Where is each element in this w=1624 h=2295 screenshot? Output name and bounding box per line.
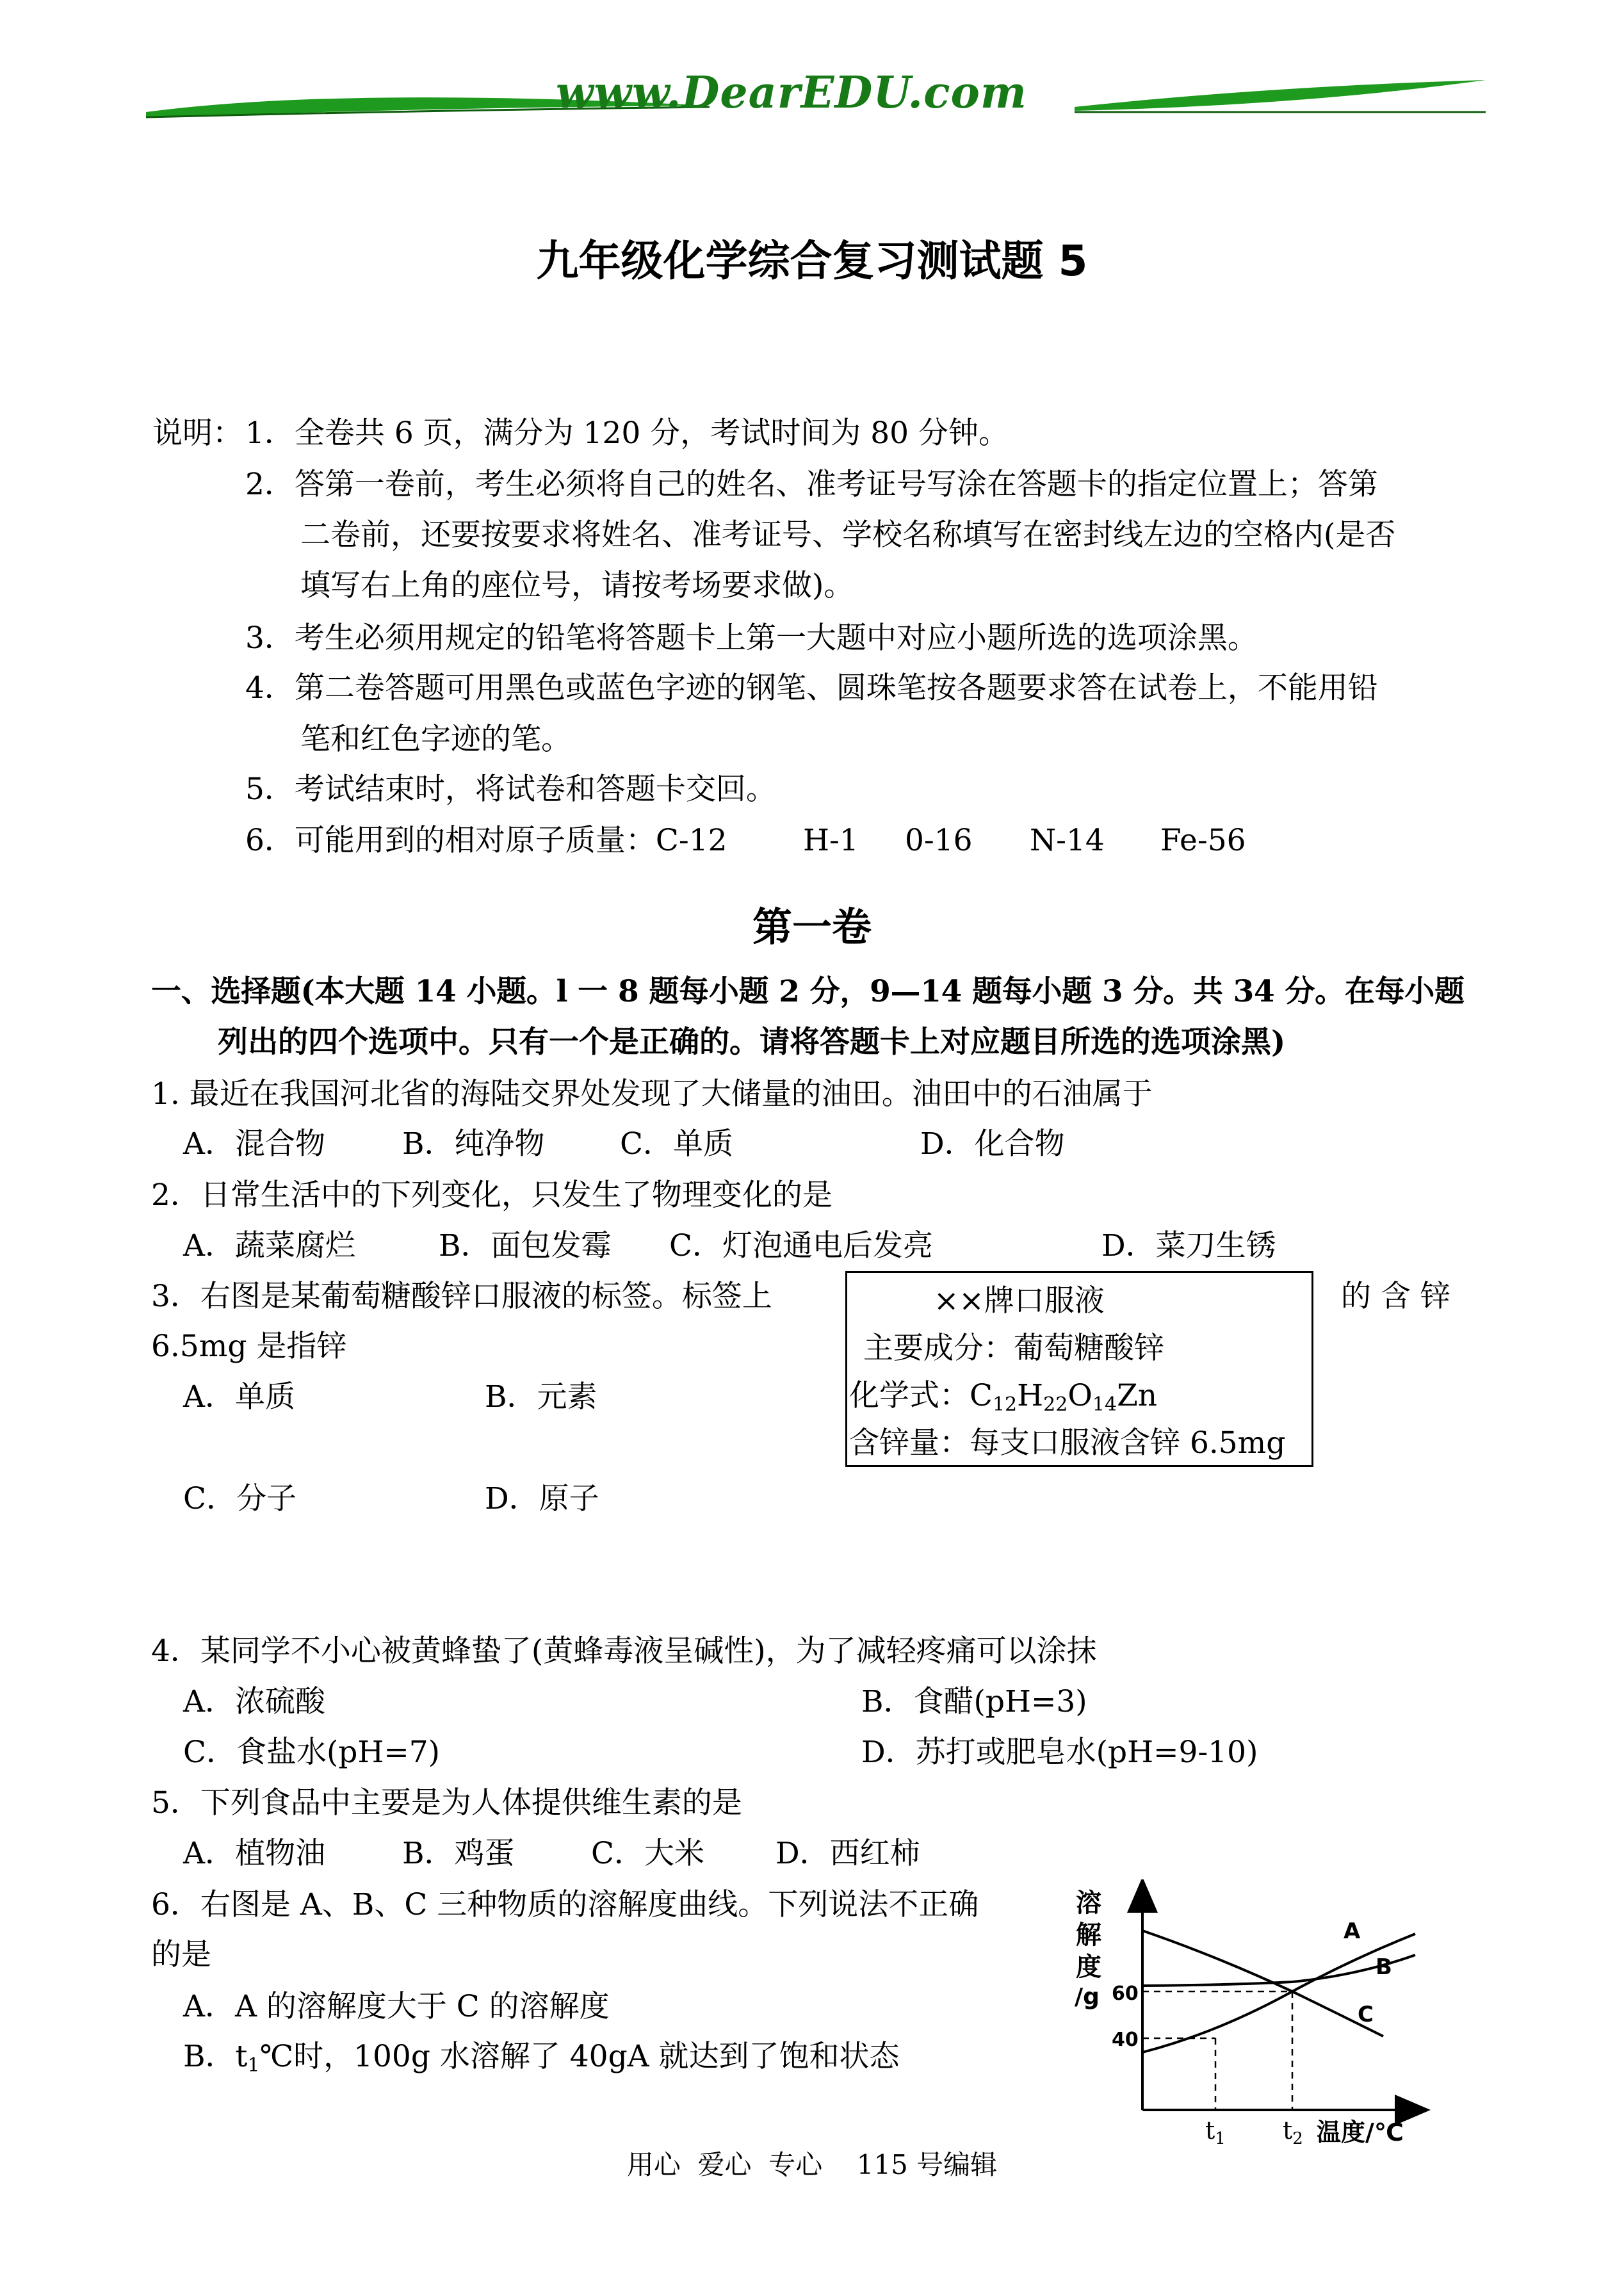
q4-option-c: C．食盐水(pH=7) <box>183 1735 440 1770</box>
q5-option-b: B．鸡蛋 <box>402 1836 515 1871</box>
q6-stem: 6．右图是 A、B、C 三种物质的溶解度曲线。下列说法不正确 <box>151 1887 979 1922</box>
q2-option-c: C．灯泡通电后发亮 <box>669 1228 933 1263</box>
notes-lead: 说明： <box>152 416 243 451</box>
site-header <box>146 61 1486 125</box>
chart-ylabel-3: 度 <box>1076 1952 1101 1982</box>
site-logo-text: www.DearEDU.com <box>556 67 1027 118</box>
label-formula <box>849 1378 1158 1416</box>
q1-option-a: A．混合物 <box>183 1126 325 1162</box>
chart-xlabel: 温度/℃ <box>1317 2118 1404 2146</box>
label-formula-prefix: 化学式：C <box>849 1378 993 1413</box>
label-formula-sub-12: 12 <box>992 1393 1018 1416</box>
q3-option-d: D．原子 <box>485 1481 599 1516</box>
chart-ylabel-2: 解 <box>1076 1920 1101 1950</box>
page-title: 九年级化学综合复习测试题 5 <box>536 236 1088 286</box>
note-item-4: 4．第二卷答题可用黑色或蓝色字迹的钢笔、圆珠笔按各题要求答在试卷上，不能用铅 <box>245 670 1378 706</box>
q6-option-b <box>183 2039 900 2077</box>
q6-option-b-pre: B．t <box>183 2039 248 2074</box>
q4-option-d: D．苏打或肥皂水(pH=9-10) <box>861 1735 1258 1770</box>
part1-heading-cont: 列出的四个选项中。只有一个是正确的。请将答题卡上对应题目所选的选项涂黑) <box>218 1025 1286 1060</box>
q1-option-c: C．单质 <box>620 1126 733 1162</box>
chart-ytick-40: 40 <box>1112 2029 1139 2051</box>
q2-stem: 2．日常生活中的下列变化，只发生了物理变化的是 <box>151 1178 832 1213</box>
mass-o: 0-16 <box>905 823 973 858</box>
q3-option-a: A．单质 <box>183 1379 295 1415</box>
q3-option-c: C．分子 <box>183 1481 296 1516</box>
chart-ytick-60: 60 <box>1112 1983 1139 2005</box>
q5-stem: 5．下列食品中主要是为人体提供维生素的是 <box>151 1785 742 1821</box>
curve-b <box>1142 1955 1415 1986</box>
page-footer: 用心 爱心 专心 115 号编辑 <box>626 2149 998 2180</box>
q2-option-d: D．菜刀生锈 <box>1101 1228 1276 1263</box>
q3-stem-right: 的 含 锌 <box>1341 1279 1450 1314</box>
note-item-2-cont2: 填写右上角的座位号，请按考场要求做)。 <box>300 568 854 603</box>
label-formula-sub-14: 14 <box>1092 1393 1117 1416</box>
curve-b-label: B <box>1376 1954 1392 1980</box>
note-item-2-cont: 二卷前，还要按要求将姓名、准考证号、学校名称填写在密封线左边的空格内(是否 <box>300 517 1396 553</box>
note-item-6: 6．可能用到的相对原子质量：C-12 <box>245 823 727 858</box>
q4-option-b: B．食醋(pH=3) <box>861 1684 1087 1719</box>
q4-option-a: A．浓硫酸 <box>183 1684 325 1719</box>
note-item-1: 1．全卷共 6 页，满分为 120 分，考试时间为 80 分钟。 <box>245 416 1009 451</box>
mass-fe: Fe-56 <box>1160 823 1246 858</box>
q6-option-a: A．A 的溶解度大于 C 的溶解度 <box>183 1989 610 2024</box>
q1-stem: 1. 最近在我国河北省的海陆交界处发现了大储量的油田。油田中的石油属于 <box>151 1076 1153 1112</box>
q2-option-a: A．蔬菜腐烂 <box>183 1228 355 1263</box>
curve-c-label: C <box>1358 2002 1374 2027</box>
curve-a <box>1142 1934 1415 2052</box>
q3-stem: 3．右图是某葡萄糖酸锌口服液的标签。标签上 <box>151 1279 772 1314</box>
q6-option-b-post: ℃时，100g 水溶解了 40gA 就达到了饱和状态 <box>259 2039 900 2074</box>
q1-option-d: D．化合物 <box>920 1126 1065 1162</box>
label-formula-zn: Zn <box>1117 1378 1158 1413</box>
q3-option-b: B．元素 <box>485 1379 597 1415</box>
mass-h: H-1 <box>803 823 859 858</box>
label-ingredient: 主要成分：葡萄糖酸锌 <box>863 1331 1164 1366</box>
note-item-5: 5．考试结束时，将试卷和答题卡交回。 <box>245 772 776 807</box>
note-item-3: 3．考生必须用规定的铅笔将答题卡上第一大题中对应小题所选的选项涂黑。 <box>245 620 1258 656</box>
note-item-2: 2．答第一卷前，考生必须将自己的姓名、准考证号写涂在答题卡的指定位置上；答第 <box>245 467 1378 502</box>
chart-xtick-t1: $t_1$ <box>1205 2116 1226 2148</box>
header-swoosh-right <box>1075 61 1486 125</box>
q6-stem-cont: 的是 <box>151 1937 211 1972</box>
q4-stem: 4．某同学不小心被黄蜂蛰了(黄蜂毒液呈碱性)，为了减轻疼痛可以涂抹 <box>151 1634 1097 1669</box>
label-formula-h: H <box>1017 1378 1044 1413</box>
note-item-4-cont: 笔和红色字迹的笔。 <box>300 722 571 757</box>
label-zinc-content: 含锌量：每支口服液含锌 6.5mg <box>849 1425 1286 1461</box>
mass-n: N-14 <box>1030 823 1105 858</box>
q5-option-a: A．植物油 <box>183 1836 325 1871</box>
part1-heading: 一、选择题(本大题 14 小题。l 一 8 题每小题 2 分，9—14 题每小题 3 分。共 34 分。在每小题 <box>151 974 1465 1009</box>
q5-option-d: D．西红柿 <box>775 1836 920 1871</box>
curve-a-label: A <box>1344 1918 1361 1944</box>
label-product-name: ××牌口服液 <box>934 1283 1105 1318</box>
solubility-chart <box>1069 1879 1441 2161</box>
label-formula-sub-22: 22 <box>1043 1393 1068 1416</box>
q3-stem-cont: 6.5mg 是指锌 <box>151 1329 347 1364</box>
product-label-box <box>845 1271 1313 1467</box>
q6-option-b-sub: 1 <box>247 2054 260 2077</box>
chart-ylabel-1: 溶 <box>1076 1888 1101 1918</box>
chart-xtick-t2: $t_2$ <box>1283 2116 1303 2148</box>
section-title: 第一卷 <box>752 904 872 950</box>
q5-option-c: C．大米 <box>591 1836 704 1871</box>
q1-option-b: B．纯净物 <box>402 1126 545 1162</box>
label-formula-o: O <box>1068 1378 1092 1413</box>
q2-option-b: B．面包发霉 <box>439 1228 612 1263</box>
chart-ylabel-4: /g <box>1075 1984 1100 2010</box>
